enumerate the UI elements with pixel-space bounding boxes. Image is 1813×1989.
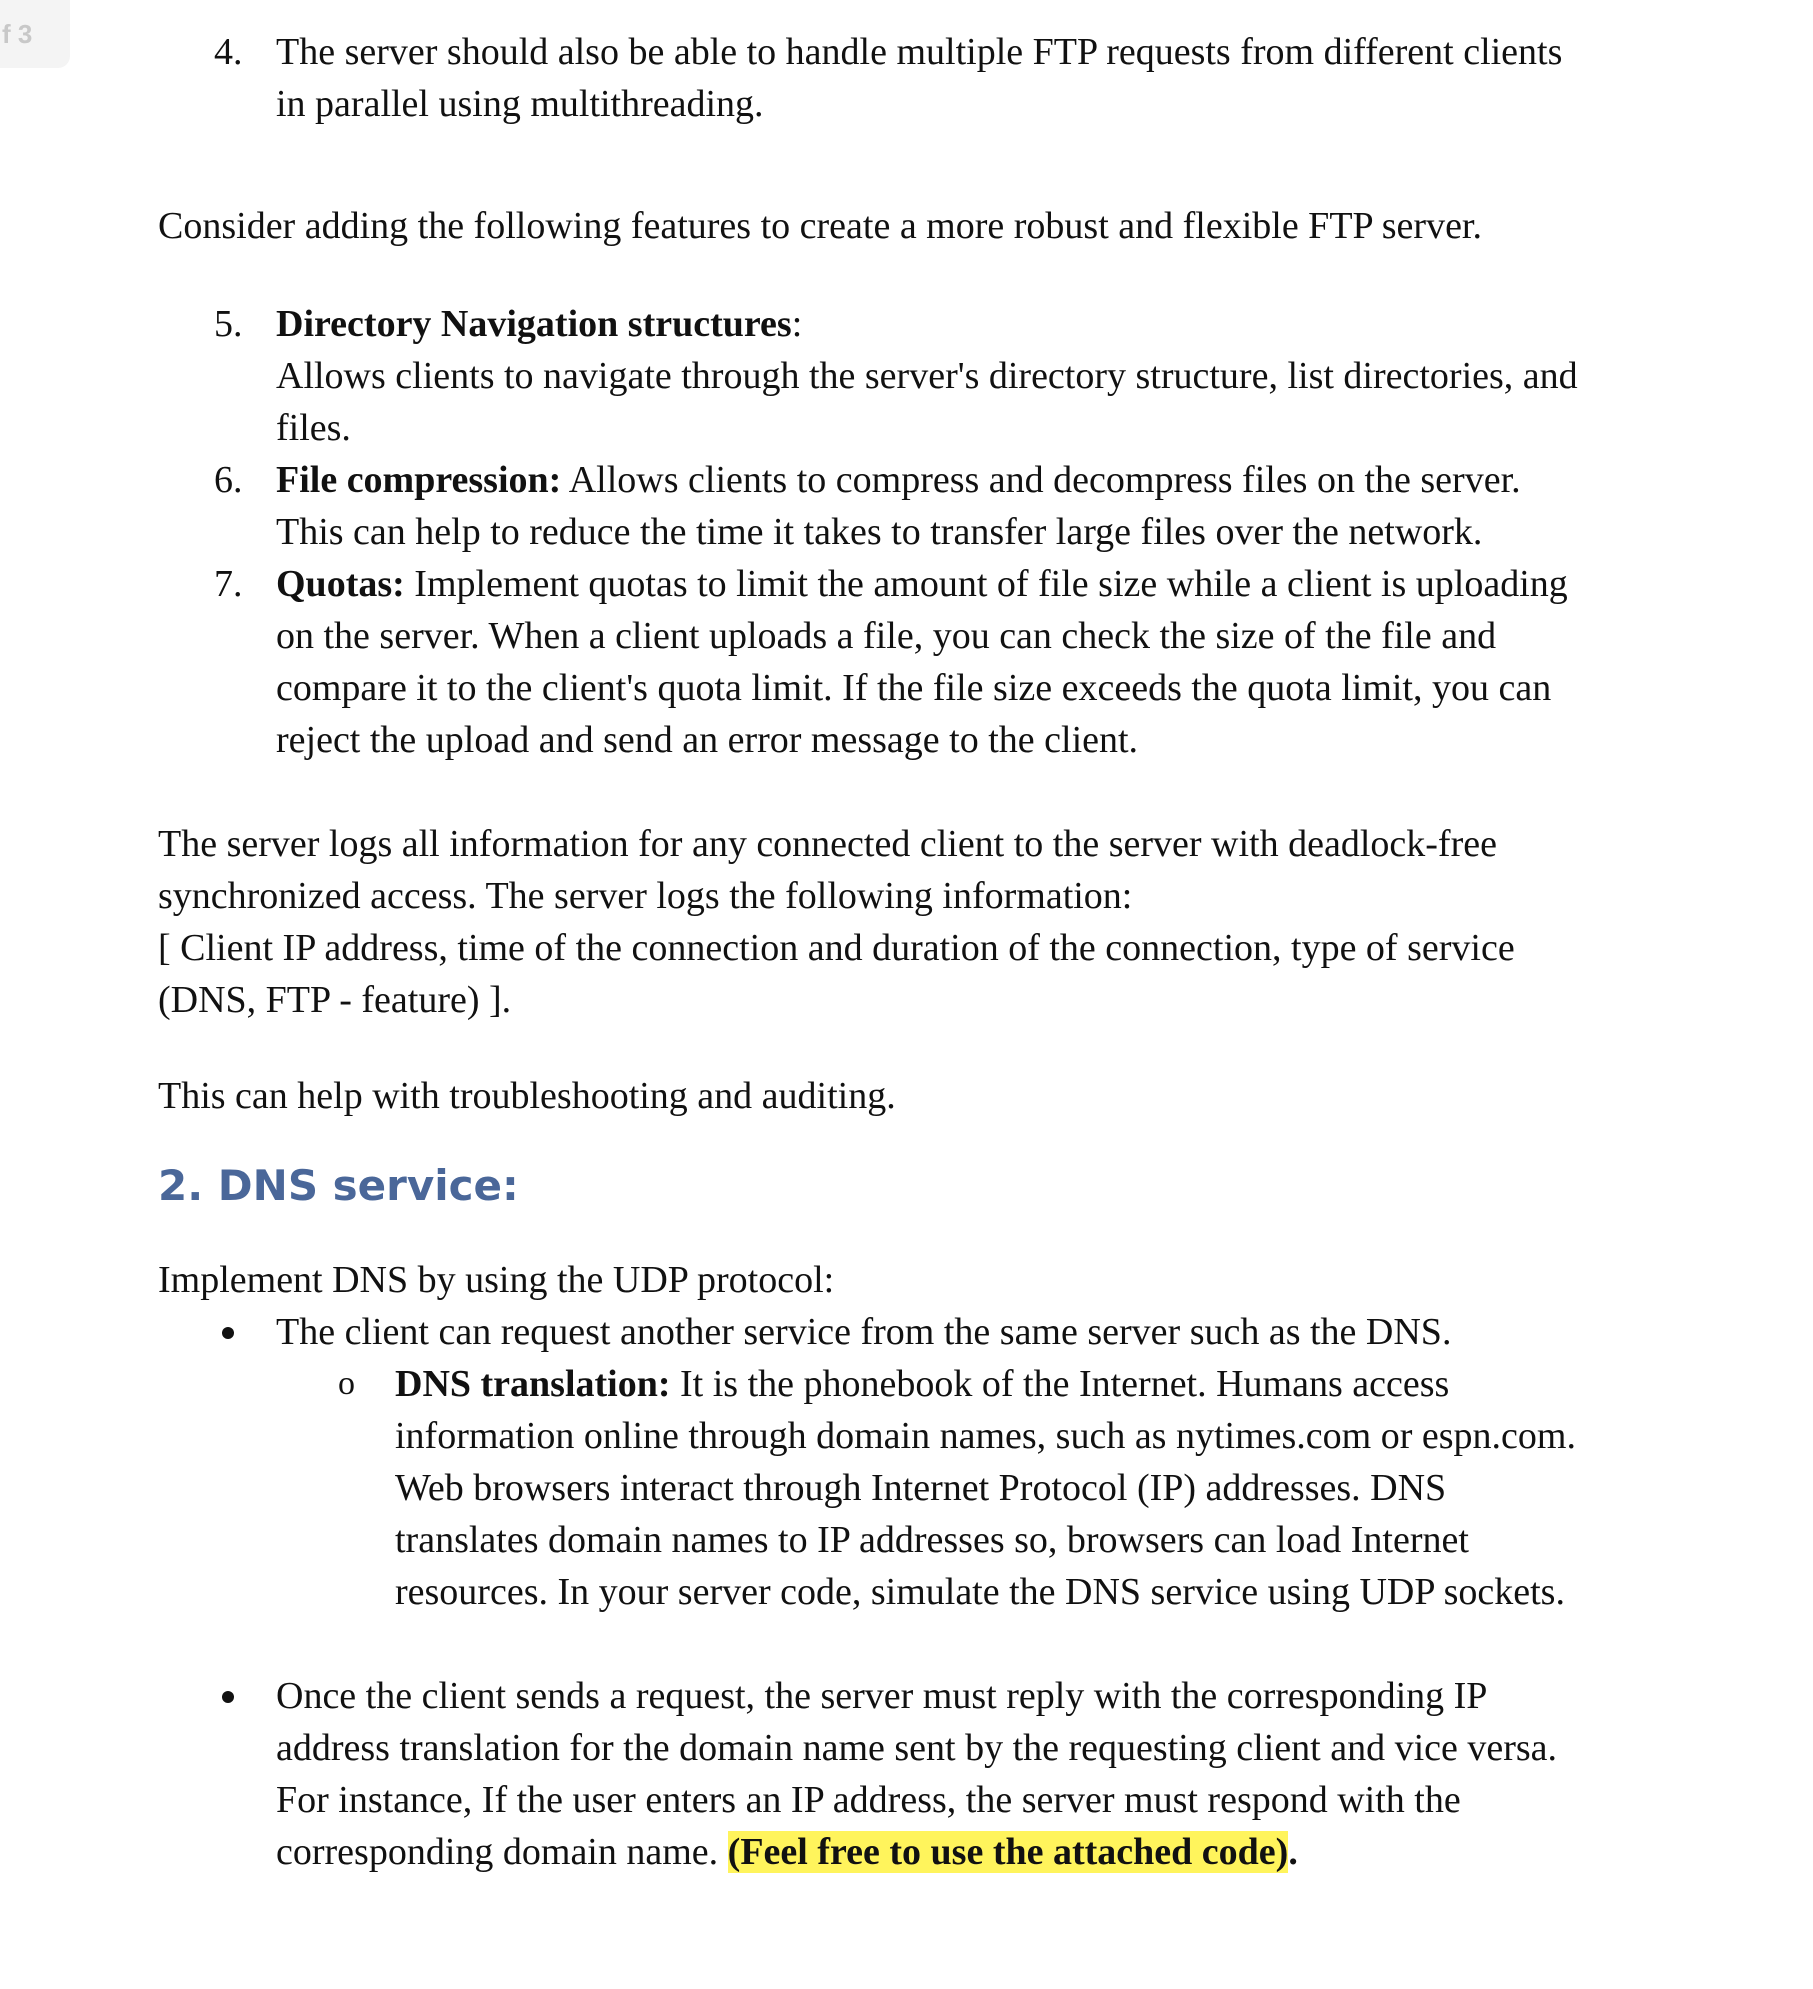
- list-item-line: reject the upload and send an error message to the client.: [276, 719, 1139, 761]
- paragraph-logging: [158, 818, 1658, 1026]
- paragraph-line: [ Client IP address, time of the connection and duration of the connection, type of service: [158, 927, 1515, 969]
- sub-bullet-line: translates domain names to IP addresses so, browsers can load Internet: [395, 1519, 1469, 1561]
- list-item-7: [158, 558, 1658, 766]
- bullet-text: corresponding domain name.: [276, 1831, 728, 1873]
- list-item-line: This can help to reduce the time it takes to transfer large files over the network.: [276, 511, 1483, 553]
- list-item-line: on the server. When a client uploads a file, you can check the size of the file and: [276, 615, 1497, 657]
- list-item-text: Implement quotas to limit the amount of file size while a client is uploading: [404, 563, 1568, 605]
- bullet-item-2: [158, 1670, 1658, 1878]
- end-period: .: [1288, 1831, 1298, 1873]
- paragraph-line: The server logs all information for any connected client to the server with deadlock-free: [158, 823, 1497, 865]
- list-item-line: compare it to the client's quota limit. If the file size exceeds the quota limit, you can: [276, 667, 1552, 709]
- bullet-dot-icon: [222, 1691, 234, 1703]
- bullet-line: For instance, If the user enters an IP address, the server must respond with the: [276, 1779, 1461, 1821]
- bullet-text: The client can request another service from the same server such as the DNS.: [276, 1311, 1452, 1353]
- list-item-6: [158, 454, 1658, 558]
- list-number: 5.: [214, 303, 243, 345]
- list-item-line: in parallel using multithreading.: [276, 83, 764, 125]
- list-number: 6.: [214, 459, 243, 501]
- highlighted-note: (Feel free to use the attached code): [727, 1831, 1289, 1873]
- list-item-text: Allows clients to compress and decompress files on the server.: [561, 459, 1521, 501]
- sub-bullet-title: DNS translation:: [395, 1363, 671, 1405]
- bullet-dot-icon: [222, 1327, 234, 1339]
- list-item-4: [158, 26, 1658, 130]
- title-suffix: :: [791, 303, 803, 345]
- paragraph-intro-features: Consider adding the following features to create a more robust and flexible FTP server.: [158, 205, 1482, 247]
- list-item-line: files.: [276, 407, 351, 449]
- paragraph-troubleshooting: This can help with troubleshooting and auditing.: [158, 1075, 896, 1117]
- bullet-line: Once the client sends a request, the server must reply with the corresponding IP: [276, 1675, 1488, 1717]
- list-item-title-line: [276, 298, 1658, 350]
- list-item-title-line: [276, 558, 1658, 610]
- page-number-tag: f 3: [0, 0, 70, 68]
- list-item-line: Allows clients to navigate through the server's directory structure, list directories, and: [276, 355, 1578, 397]
- sub-bullet-text: It is the phonebook of the Internet. Humans access: [670, 1363, 1450, 1405]
- paragraph-line: (DNS, FTP - feature) ].: [158, 979, 512, 1021]
- bullet-line: address translation for the domain name sent by the requesting client and vice versa.: [276, 1727, 1558, 1769]
- sub-bullet-marker: o: [338, 1365, 355, 1402]
- section-heading-dns: 2. DNS service:: [158, 1161, 519, 1210]
- list-number: 4.: [214, 31, 243, 73]
- sub-bullet-dns-translation: [158, 1358, 1658, 1618]
- list-item-title: Directory Navigation structures: [276, 303, 792, 345]
- bullet-item-1: [158, 1306, 1658, 1358]
- sub-bullet-line: resources. In your server code, simulate the DNS service using UDP sockets.: [395, 1571, 1565, 1613]
- document-body: [158, 26, 1658, 1878]
- bullet-last-line: [276, 1826, 1658, 1878]
- list-item-5: [158, 298, 1658, 454]
- sub-bullet-title-line: [395, 1358, 1658, 1410]
- list-item-title-line: [276, 454, 1658, 506]
- paragraph-line: synchronized access. The server logs the following information:: [158, 875, 1133, 917]
- list-item-title: Quotas:: [276, 563, 405, 605]
- paragraph-dns-intro: Implement DNS by using the UDP protocol:: [158, 1259, 835, 1301]
- list-item-title: File compression:: [276, 459, 562, 501]
- sub-bullet-line: information online through domain names, such as nytimes.com or espn.com.: [395, 1415, 1576, 1457]
- sub-bullet-line: Web browsers interact through Internet Protocol (IP) addresses. DNS: [395, 1467, 1447, 1509]
- list-item-line: The server should also be able to handle multiple FTP requests from different clients: [276, 31, 1563, 73]
- list-number: 7.: [214, 563, 243, 605]
